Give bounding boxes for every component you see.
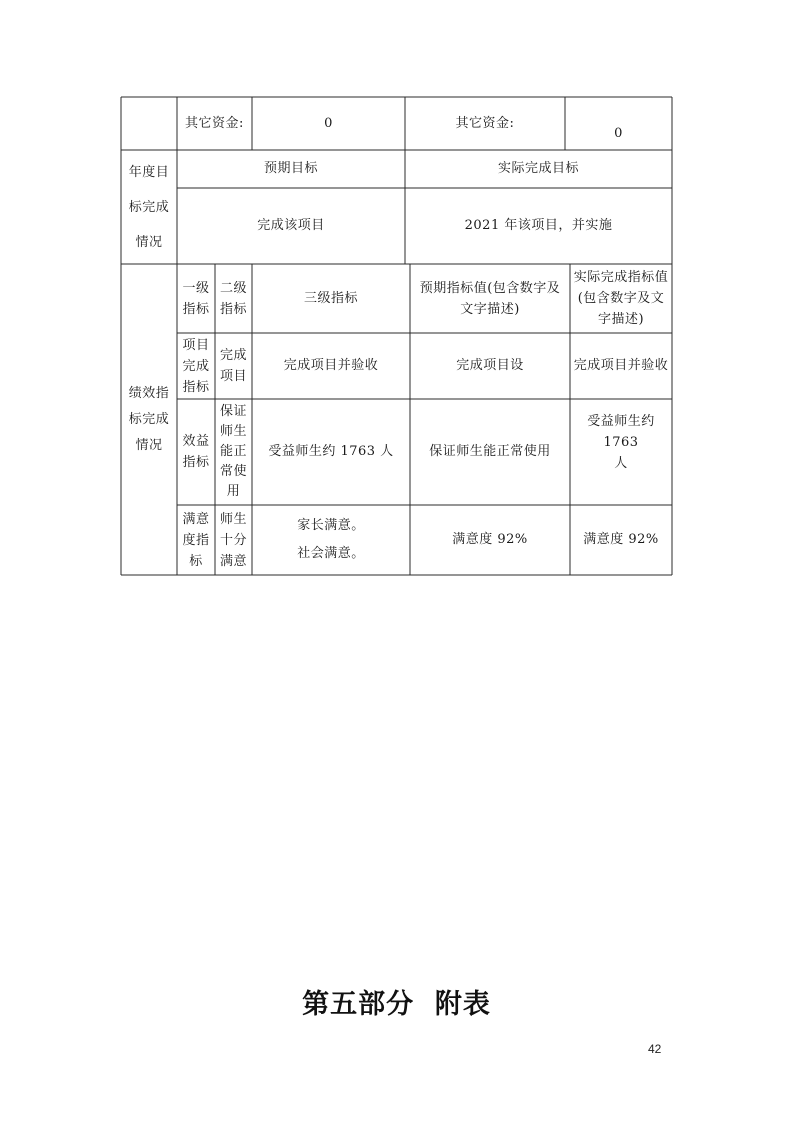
table-row-benefit-level1: 效益 指标 — [182, 434, 210, 470]
table-row-benefit-expected: 保证师生能正常使用 — [429, 444, 551, 459]
table-row-benefit-actual: 受益师生约 1763 人 — [587, 413, 655, 471]
table-row-satisfaction-expected: 满意度 92% — [452, 532, 528, 547]
expected-goal-header: 预期目标 — [263, 161, 318, 176]
table-row-project-level1: 项目 完成 指标 — [182, 337, 210, 395]
other-funds-value-left: 0 — [324, 115, 333, 131]
table-row-satisfaction-level3: 家长满意。 社会满意。 — [297, 518, 365, 561]
actual-indicator-header: 实际完成指标值 (包含数字及文 字描述) — [573, 270, 669, 327]
table-row-project-expected: 完成项目设 — [456, 358, 524, 373]
section-title: 第五部分 附表 — [302, 989, 491, 1020]
annual-goal-row-label: 年度目 标完成 情况 — [128, 164, 170, 250]
other-funds-value-right: 0 — [614, 125, 623, 141]
table-row-project-level2: 完成 项目 — [219, 348, 247, 384]
other-funds-label-left: 其它资金: — [185, 115, 244, 131]
table-row-benefit-level2: 保证 师生 能正 常使 用 — [219, 404, 247, 499]
actual-goal-value: 2021 年该项目，并实施 — [464, 218, 613, 233]
level3-indicator-header: 三级指标 — [303, 290, 358, 306]
table-row-project-actual: 完成项目并验收 — [573, 358, 669, 373]
page-number: 42 — [648, 1042, 662, 1056]
table-row-satisfaction-level2: 师生 十分 满意 — [219, 511, 247, 569]
expected-indicator-header: 预期指标值(包含数字及 文字描述) — [419, 280, 561, 317]
table-row-satisfaction-actual: 满意度 92% — [583, 532, 659, 547]
level1-indicator-header: 一级 指标 — [182, 280, 210, 317]
actual-goal-header: 实际完成目标 — [497, 161, 579, 176]
performance-row-label: 绩效指 标完成 情况 — [128, 385, 170, 453]
table-row-satisfaction-level1: 满意 度指 标 — [182, 511, 210, 569]
other-funds-label-right: 其它资金: — [455, 115, 515, 131]
level2-indicator-header: 二级 指标 — [219, 280, 247, 317]
table-row-benefit-level3: 受益师生约 1763 人 — [268, 444, 394, 459]
table-row-project-level3: 完成项目并验收 — [283, 358, 379, 373]
expected-goal-value: 完成该项目 — [257, 218, 325, 233]
